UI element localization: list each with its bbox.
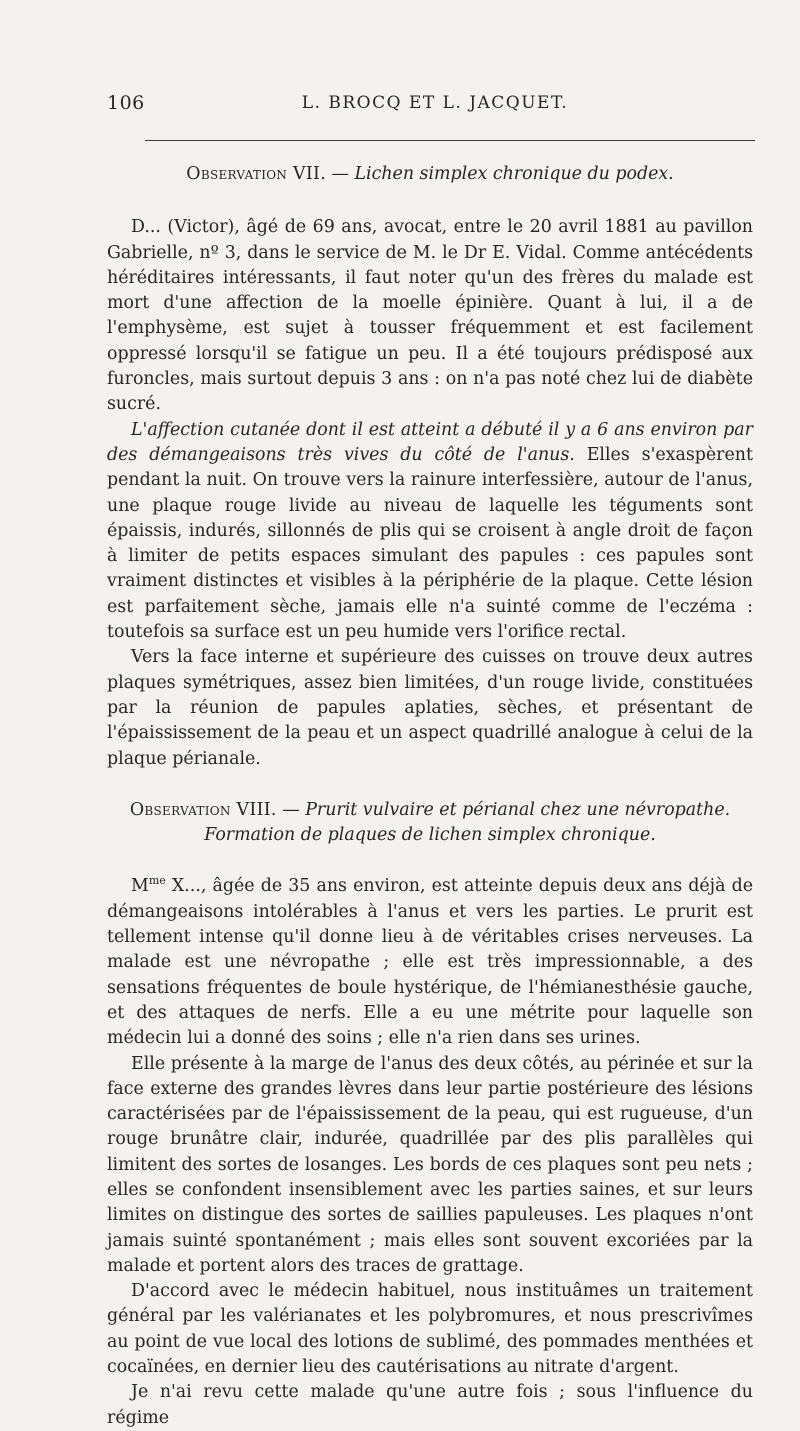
observation-viii-paragraph-3 xyxy=(107,1279,753,1380)
observation-viii-paragraph-4 xyxy=(107,1380,753,1431)
paragraph-text: Elles s'exaspèrent pendant la nuit. On trouve vers la rainure interfessière, autour de l'anus, une plaque rouge livide au niveau de laquelle les téguments sont épaissis, indurés, sillonnés de plis qui se croisent à angle droit de façon à limiter de petits espaces simulant des papules : ces papules sont vraiment distinctes et visibles à la périphérie de la plaque. Cette lésion est parfaitement sèche, jamais elle n'a suinté comme de l'eczéma : toutefois sa surface est un peu humide vers l'orifice rectal. xyxy=(107,444,753,643)
paragraph-text: D'accord avec le médecin habituel, nous instituâmes un traitement général par les valérianates et les polybromures, et nous prescrivîmes au point de vue local des lotions de sublimé, des pommades menthées et cocaïnées, en dernier lieu des cautérisations au nitrate d'argent. xyxy=(107,1281,753,1378)
observation-viii-label: Observation VIII. xyxy=(129,799,277,820)
observation-vii-title: Lichen simplex chronique du podex. xyxy=(354,164,674,184)
running-head xyxy=(107,92,763,120)
paragraph-text: X..., âgée de 35 ans environ, est atteinte depuis deux ans déjà de démangeaisons intolérables à l'anus et vers les parties. Le prurit est tellement intense qu'il donne lieu à de véritables crises nerveuses. La malade est une névropathe ; elle est très impressionnable, a des sensations fréquentes de boule hystérique, de l'hémianesthésie gauche, et des attaques de nerfs. Elle a eu une métrite pour laquelle son médecin lui a donné des soins ; elle n'a rien dans ses urines. xyxy=(107,876,753,1049)
paragraph-text: Elle présente à la marge de l'anus des deux côtés, au périnée et sur la face externe des grandes lèvres dans leur partie postérieure des lésions caractérisées par de l'épaississement de la peau, qui est rugueuse, d'un rouge brunâtre clair, indurée, quadrillée par des plis parallèles qui limitent des sortes de losanges. Les bords de ces plaques sont peu nets ; elles se confondent insensiblement avec les parties saines, et sur leurs limites on distingue des sortes de saillies papuleuses. Les plaques n'ont jamais suinté spontanément ; mais elles sont souvent excoriées par la malade et portent alors des traces de grattage. xyxy=(107,1053,753,1276)
superscript: me xyxy=(148,874,166,888)
body-text xyxy=(107,158,753,1431)
observation-viii-title: Prurit vulvaire et périanal chez une névropathe. xyxy=(305,799,731,820)
running-title: L. BROCQ ET L. JACQUET. xyxy=(301,93,569,113)
observation-viii-dash: — xyxy=(276,799,306,820)
spacer xyxy=(107,848,753,874)
spacer xyxy=(107,187,753,215)
observation-viii-paragraph-2 xyxy=(107,1052,753,1280)
paragraph-text: D... (Victor), âgé de 69 ans, avocat, entre le 20 avril 1881 au pavillon Gabrielle, nº 3, dans le service de M. le Dr E. Vidal. Comme antécédents héréditaires intéressants, il faut noter qu'un des frères du malade est mort d'une affection de la moelle épinière. Quant à lui, il a de l'emphysème, est sujet à tousser fréquemment et est facilement oppressé lorsqu'il se fatigue un peu. Il a été toujours prédisposé aux furoncles, mais surtout depuis 3 ans : on n'a pas noté chez lui de diabète sucré. xyxy=(107,217,753,415)
observation-viii-paragraph-1 xyxy=(107,874,753,1051)
paragraph-text: Je n'ai revu cette malade qu'une autre fois ; sous l'influence du régime xyxy=(107,1382,753,1428)
observation-vii-paragraph-3 xyxy=(107,645,753,771)
observation-vii-paragraph-2 xyxy=(107,418,753,646)
observation-viii-heading xyxy=(107,798,753,849)
observation-vii-label: Observation VII. xyxy=(186,164,327,184)
observation-vii-heading xyxy=(107,162,753,187)
paragraph-italic-lead: L'affection cutanée dont il est atteint a débuté il y a 6 ans environ par des démangeaisons très vives du côté de l'anus. xyxy=(107,419,753,465)
page-number: 106 xyxy=(107,92,145,114)
observation-viii-title-line-2: Formation de plaques de lichen simplex chronique. xyxy=(204,825,656,846)
paragraph-text: Vers la face interne et supérieure des cuisses on trouve deux autres plaques symétriques, assez bien limitées, d'un rouge livide, constituées par la réunion de papules aplaties, sèches, et présentant de l'épaississement de la peau et un aspect quadrillé analogue à celui de la plaque périanale. xyxy=(107,647,753,769)
paragraph-lead: $M^{me}$ xyxy=(131,874,166,897)
observation-vii-paragraph-1 xyxy=(107,215,753,417)
header-rule xyxy=(145,140,755,141)
spacer xyxy=(107,772,753,794)
observation-vii-dash: — xyxy=(326,164,355,184)
